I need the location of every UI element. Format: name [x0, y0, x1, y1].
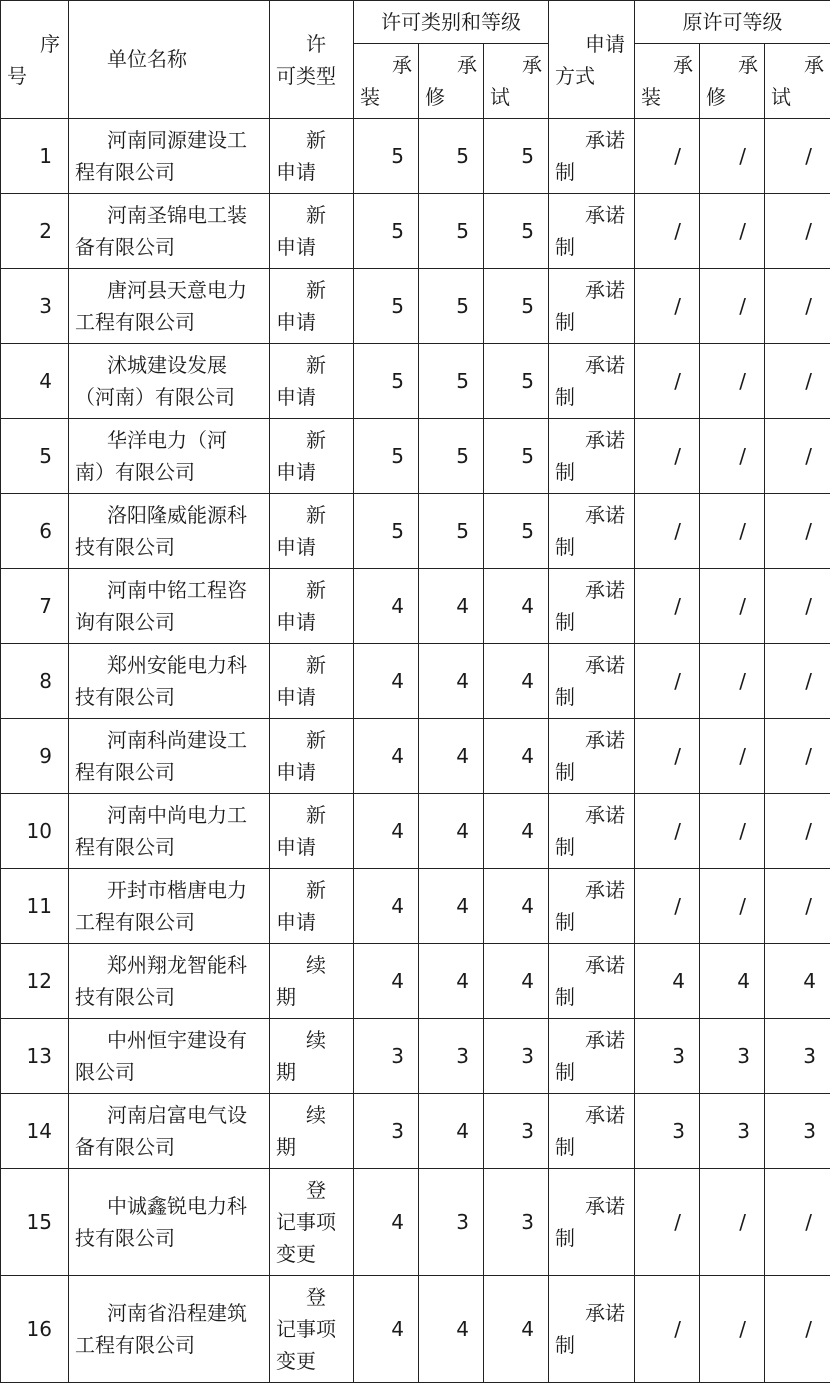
- row-test-level: 4: [484, 794, 549, 869]
- license-type-line: 申请: [276, 685, 316, 709]
- row-orig-test-level: /: [765, 569, 830, 644]
- row-unit-name: [69, 944, 270, 1019]
- row-seq: 3: [1, 269, 69, 344]
- apply-method-line2: 制: [555, 460, 575, 484]
- license-type-line: 申请: [276, 160, 316, 184]
- row-seq: 4: [1, 344, 69, 419]
- row-seq: 5: [1, 419, 69, 494]
- row-unit-name: [69, 1094, 270, 1169]
- row-seq: 9: [1, 719, 69, 794]
- row-apply-method: [549, 794, 635, 869]
- unit-name-line2: 询有限公司: [75, 610, 175, 634]
- row-test-level: 5: [484, 494, 549, 569]
- row-repair-level: 3: [419, 1169, 484, 1276]
- row-license-type: [270, 344, 354, 419]
- header-orig-test: 承 试: [765, 44, 830, 119]
- row-orig-install-level: 3: [635, 1019, 700, 1094]
- license-type-line: 申请: [276, 535, 316, 559]
- unit-name-line2: 程有限公司: [75, 835, 175, 859]
- row-test-level: 4: [484, 569, 549, 644]
- row-unit-name: [69, 269, 270, 344]
- unit-name-line2: 程有限公司: [75, 160, 175, 184]
- row-test-level: 5: [484, 269, 549, 344]
- row-unit-name: [69, 1169, 270, 1276]
- apply-method-line1: 承诺: [585, 203, 625, 227]
- row-orig-repair-level: /: [700, 719, 765, 794]
- unit-name-line2: 技有限公司: [75, 685, 175, 709]
- row-orig-repair-level: /: [700, 119, 765, 194]
- license-type-line: 申请: [276, 910, 316, 934]
- row-orig-repair-level: /: [700, 194, 765, 269]
- row-orig-install-level: 3: [635, 1094, 700, 1169]
- row-orig-install-level: /: [635, 1169, 700, 1276]
- unit-name-line1: 中诚鑫锐电力科: [107, 1194, 247, 1218]
- apply-method-line2: 制: [555, 1060, 575, 1084]
- row-seq: 10: [1, 794, 69, 869]
- row-orig-install-level: /: [635, 719, 700, 794]
- unit-name-line2: 工程有限公司: [75, 1333, 195, 1357]
- table-row: [1, 869, 830, 944]
- header-apply-method: 申请 方式: [549, 1, 635, 119]
- row-orig-install-level: /: [635, 869, 700, 944]
- apply-method-line1: 承诺: [585, 953, 625, 977]
- row-orig-install-level: /: [635, 644, 700, 719]
- table-row: [1, 269, 830, 344]
- row-orig-test-level: 4: [765, 944, 830, 1019]
- table-row: [1, 644, 830, 719]
- unit-name-line2: 技有限公司: [75, 985, 175, 1009]
- row-test-level: 3: [484, 1094, 549, 1169]
- row-install-level: 5: [354, 269, 419, 344]
- row-orig-repair-level: /: [700, 869, 765, 944]
- license-type-line: 记事项: [276, 1210, 336, 1234]
- unit-name-line2: 技有限公司: [75, 1226, 175, 1250]
- row-orig-repair-level: /: [700, 1169, 765, 1276]
- row-license-type: [270, 1276, 354, 1383]
- apply-method-line1: 承诺: [585, 803, 625, 827]
- row-repair-level: 5: [419, 494, 484, 569]
- row-unit-name: [69, 194, 270, 269]
- license-type-line: 新: [306, 503, 326, 527]
- unit-name-line2: 工程有限公司: [75, 910, 195, 934]
- row-install-level: 3: [354, 1094, 419, 1169]
- row-seq: 12: [1, 944, 69, 1019]
- row-orig-repair-level: /: [700, 569, 765, 644]
- row-test-level: 5: [484, 344, 549, 419]
- header-test: 承 试: [484, 44, 549, 119]
- table-row: [1, 119, 830, 194]
- row-unit-name: [69, 494, 270, 569]
- apply-method-line2: 制: [555, 160, 575, 184]
- license-type-line: 申请: [276, 385, 316, 409]
- row-license-type: [270, 794, 354, 869]
- row-orig-repair-level: /: [700, 494, 765, 569]
- row-orig-install-level: /: [635, 794, 700, 869]
- row-license-type: [270, 1169, 354, 1276]
- apply-method-line2: 制: [555, 1135, 575, 1159]
- row-license-type: [270, 119, 354, 194]
- row-seq: 16: [1, 1276, 69, 1383]
- license-type-line: 期: [276, 1060, 296, 1084]
- row-orig-test-level: /: [765, 494, 830, 569]
- row-unit-name: [69, 719, 270, 794]
- unit-name-line1: 河南省沿程建筑: [107, 1301, 247, 1325]
- unit-name-line2: 南）有限公司: [75, 460, 195, 484]
- header-license-type: 许 可类型: [270, 1, 354, 119]
- unit-name-line1: 河南启富电气设: [107, 1103, 247, 1127]
- row-license-type: [270, 494, 354, 569]
- row-license-type: [270, 269, 354, 344]
- row-unit-name: [69, 119, 270, 194]
- license-type-line: 登: [306, 1178, 326, 1202]
- row-seq: 7: [1, 569, 69, 644]
- apply-method-line1: 承诺: [585, 278, 625, 302]
- row-orig-install-level: /: [635, 119, 700, 194]
- row-unit-name: [69, 1276, 270, 1383]
- license-type-line: 申请: [276, 460, 316, 484]
- row-orig-repair-level: 3: [700, 1019, 765, 1094]
- header-original-level: 原许可等级: [635, 1, 830, 44]
- unit-name-line2: 备有限公司: [75, 235, 175, 259]
- unit-name-line2: 程有限公司: [75, 760, 175, 784]
- row-orig-install-level: /: [635, 569, 700, 644]
- row-apply-method: [549, 869, 635, 944]
- header-orig-install: 承 装: [635, 44, 700, 119]
- row-orig-test-level: /: [765, 344, 830, 419]
- row-apply-method: [549, 119, 635, 194]
- row-repair-level: 4: [419, 1276, 484, 1383]
- apply-method-line2: 制: [555, 760, 575, 784]
- row-repair-level: 4: [419, 1094, 484, 1169]
- row-test-level: 5: [484, 119, 549, 194]
- row-seq: 11: [1, 869, 69, 944]
- unit-name-line1: 中州恒宇建设有: [107, 1028, 247, 1052]
- row-install-level: 4: [354, 944, 419, 1019]
- row-orig-repair-level: /: [700, 269, 765, 344]
- table-row: [1, 344, 830, 419]
- row-orig-install-level: 4: [635, 944, 700, 1019]
- row-repair-level: 5: [419, 344, 484, 419]
- row-test-level: 4: [484, 1276, 549, 1383]
- row-orig-repair-level: /: [700, 344, 765, 419]
- license-type-line: 变更: [276, 1349, 316, 1373]
- row-install-level: 4: [354, 869, 419, 944]
- apply-method-line1: 承诺: [585, 503, 625, 527]
- row-apply-method: [549, 1019, 635, 1094]
- unit-name-line1: 河南中铭工程咨: [107, 578, 247, 602]
- apply-method-line2: 制: [555, 910, 575, 934]
- license-type-line: 新: [306, 128, 326, 152]
- license-type-line: 新: [306, 203, 326, 227]
- row-install-level: 3: [354, 1019, 419, 1094]
- table-row: [1, 1169, 830, 1276]
- row-license-type: [270, 719, 354, 794]
- row-license-type: [270, 944, 354, 1019]
- unit-name-line1: 河南科尚建设工: [107, 728, 247, 752]
- row-orig-repair-level: /: [700, 419, 765, 494]
- row-orig-install-level: /: [635, 194, 700, 269]
- table-body: [1, 119, 830, 1383]
- license-type-line: 申请: [276, 235, 316, 259]
- apply-method-line1: 承诺: [585, 1301, 625, 1325]
- header-unit-name: 单位名称: [69, 1, 270, 119]
- row-orig-repair-level: 4: [700, 944, 765, 1019]
- row-unit-name: [69, 344, 270, 419]
- row-orig-test-level: 3: [765, 1094, 830, 1169]
- apply-method-line2: 制: [555, 235, 575, 259]
- row-apply-method: [549, 569, 635, 644]
- header-row-1: [1, 1, 830, 44]
- row-apply-method: [549, 1276, 635, 1383]
- apply-method-line2: 制: [555, 985, 575, 1009]
- apply-method-line1: 承诺: [585, 728, 625, 752]
- row-test-level: 4: [484, 644, 549, 719]
- row-orig-repair-level: /: [700, 794, 765, 869]
- table-row: [1, 569, 830, 644]
- unit-name-line1: 河南同源建设工: [107, 128, 247, 152]
- apply-method-line1: 承诺: [585, 353, 625, 377]
- apply-method-line1: 承诺: [585, 1194, 625, 1218]
- row-apply-method: [549, 419, 635, 494]
- header-license-category: 许可类别和等级: [354, 1, 549, 44]
- row-apply-method: [549, 494, 635, 569]
- row-orig-test-level: /: [765, 1276, 830, 1383]
- row-orig-test-level: /: [765, 119, 830, 194]
- license-type-line: 记事项: [276, 1317, 336, 1341]
- table-row: [1, 1276, 830, 1383]
- license-type-line: 新: [306, 803, 326, 827]
- license-type-line: 新: [306, 428, 326, 452]
- row-orig-repair-level: /: [700, 1276, 765, 1383]
- license-type-line: 期: [276, 985, 296, 1009]
- table-row: [1, 1019, 830, 1094]
- table-row: [1, 944, 830, 1019]
- row-install-level: 4: [354, 569, 419, 644]
- row-seq: 14: [1, 1094, 69, 1169]
- apply-method-line2: 制: [555, 385, 575, 409]
- row-orig-repair-level: 3: [700, 1094, 765, 1169]
- row-orig-install-level: /: [635, 494, 700, 569]
- license-type-line: 新: [306, 278, 326, 302]
- row-install-level: 5: [354, 194, 419, 269]
- row-repair-level: 4: [419, 569, 484, 644]
- row-seq: 8: [1, 644, 69, 719]
- row-unit-name: [69, 794, 270, 869]
- license-type-line: 续: [306, 953, 326, 977]
- row-license-type: [270, 1094, 354, 1169]
- row-license-type: [270, 1019, 354, 1094]
- header-install: 承 装: [354, 44, 419, 119]
- table-row: [1, 794, 830, 869]
- header-seq: 序 号: [1, 1, 69, 119]
- row-license-type: [270, 869, 354, 944]
- row-orig-test-level: /: [765, 869, 830, 944]
- row-orig-repair-level: /: [700, 644, 765, 719]
- row-repair-level: 5: [419, 419, 484, 494]
- row-unit-name: [69, 644, 270, 719]
- unit-name-line1: 郑州翔龙智能科: [107, 953, 247, 977]
- row-license-type: [270, 419, 354, 494]
- row-install-level: 4: [354, 1276, 419, 1383]
- apply-method-line2: 制: [555, 1226, 575, 1250]
- row-repair-level: 4: [419, 719, 484, 794]
- row-repair-level: 4: [419, 869, 484, 944]
- apply-method-line1: 承诺: [585, 128, 625, 152]
- license-type-line: 新: [306, 878, 326, 902]
- apply-method-line2: 制: [555, 535, 575, 559]
- row-repair-level: 4: [419, 644, 484, 719]
- unit-name-line1: 郑州安能电力科: [107, 653, 247, 677]
- row-orig-test-level: /: [765, 269, 830, 344]
- row-test-level: 5: [484, 419, 549, 494]
- unit-name-line1: 河南圣锦电工装: [107, 203, 247, 227]
- unit-name-line1: 沭城建设发展: [107, 353, 227, 377]
- row-orig-test-level: /: [765, 194, 830, 269]
- license-type-line: 新: [306, 653, 326, 677]
- row-orig-test-level: /: [765, 719, 830, 794]
- row-orig-install-level: /: [635, 269, 700, 344]
- row-orig-install-level: /: [635, 419, 700, 494]
- row-install-level: 5: [354, 494, 419, 569]
- row-test-level: 4: [484, 719, 549, 794]
- row-install-level: 4: [354, 644, 419, 719]
- license-type-line: 续: [306, 1103, 326, 1127]
- row-repair-level: 5: [419, 269, 484, 344]
- row-apply-method: [549, 644, 635, 719]
- unit-name-line1: 唐河县天意电力: [107, 278, 247, 302]
- license-type-line: 申请: [276, 760, 316, 784]
- table-row: [1, 1094, 830, 1169]
- row-apply-method: [549, 269, 635, 344]
- apply-method-line2: 制: [555, 610, 575, 634]
- row-unit-name: [69, 419, 270, 494]
- row-apply-method: [549, 194, 635, 269]
- apply-method-line2: 制: [555, 685, 575, 709]
- row-install-level: 4: [354, 719, 419, 794]
- row-license-type: [270, 194, 354, 269]
- row-install-level: 5: [354, 419, 419, 494]
- table-row: [1, 494, 830, 569]
- row-install-level: 4: [354, 1169, 419, 1276]
- row-test-level: 5: [484, 194, 549, 269]
- license-type-line: 申请: [276, 310, 316, 334]
- row-install-level: 4: [354, 794, 419, 869]
- row-install-level: 5: [354, 119, 419, 194]
- apply-method-line1: 承诺: [585, 428, 625, 452]
- row-orig-test-level: 3: [765, 1019, 830, 1094]
- row-orig-install-level: /: [635, 344, 700, 419]
- row-license-type: [270, 644, 354, 719]
- row-install-level: 5: [354, 344, 419, 419]
- row-apply-method: [549, 944, 635, 1019]
- apply-method-line1: 承诺: [585, 1103, 625, 1127]
- row-orig-test-level: /: [765, 794, 830, 869]
- header-repair: 承 修: [419, 44, 484, 119]
- table-row: [1, 419, 830, 494]
- unit-name-line2: 技有限公司: [75, 535, 175, 559]
- row-apply-method: [549, 344, 635, 419]
- apply-method-line2: 制: [555, 835, 575, 859]
- apply-method-line2: 制: [555, 1333, 575, 1357]
- row-repair-level: 5: [419, 119, 484, 194]
- row-seq: 1: [1, 119, 69, 194]
- row-repair-level: 5: [419, 194, 484, 269]
- unit-name-line1: 河南中尚电力工: [107, 803, 247, 827]
- apply-method-line1: 承诺: [585, 578, 625, 602]
- unit-name-line2: （河南）有限公司: [75, 385, 235, 409]
- table-row: [1, 719, 830, 794]
- row-repair-level: 4: [419, 944, 484, 1019]
- unit-name-line2: 备有限公司: [75, 1135, 175, 1159]
- license-type-line: 新: [306, 728, 326, 752]
- row-seq: 13: [1, 1019, 69, 1094]
- license-type-line: 登: [306, 1285, 326, 1309]
- license-type-line: 变更: [276, 1242, 316, 1266]
- license-type-line: 续: [306, 1028, 326, 1052]
- license-type-line: 申请: [276, 610, 316, 634]
- license-type-line: 申请: [276, 835, 316, 859]
- apply-method-line1: 承诺: [585, 1028, 625, 1052]
- unit-name-line1: 洛阳隆威能源科: [107, 503, 247, 527]
- unit-name-line1: 开封市楷唐电力: [107, 878, 247, 902]
- license-type-line: 新: [306, 578, 326, 602]
- apply-method-line1: 承诺: [585, 878, 625, 902]
- row-orig-test-level: /: [765, 419, 830, 494]
- row-unit-name: [69, 569, 270, 644]
- row-repair-level: 4: [419, 794, 484, 869]
- unit-name-line2: 工程有限公司: [75, 310, 195, 334]
- apply-method-line2: 制: [555, 310, 575, 334]
- row-apply-method: [549, 719, 635, 794]
- row-seq: 2: [1, 194, 69, 269]
- row-seq: 15: [1, 1169, 69, 1276]
- license-type-line: 新: [306, 353, 326, 377]
- table-row: [1, 194, 830, 269]
- license-type-line: 期: [276, 1135, 296, 1159]
- row-repair-level: 3: [419, 1019, 484, 1094]
- row-test-level: 4: [484, 944, 549, 1019]
- row-orig-test-level: /: [765, 1169, 830, 1276]
- row-test-level: 4: [484, 869, 549, 944]
- unit-name-line2: 限公司: [75, 1060, 135, 1084]
- row-test-level: 3: [484, 1169, 549, 1276]
- row-orig-test-level: /: [765, 644, 830, 719]
- row-license-type: [270, 569, 354, 644]
- unit-name-line1: 华洋电力（河: [107, 428, 227, 452]
- row-orig-install-level: /: [635, 1276, 700, 1383]
- row-apply-method: [549, 1094, 635, 1169]
- apply-method-line1: 承诺: [585, 653, 625, 677]
- row-seq: 6: [1, 494, 69, 569]
- row-unit-name: [69, 1019, 270, 1094]
- row-apply-method: [549, 1169, 635, 1276]
- row-test-level: 3: [484, 1019, 549, 1094]
- header-orig-repair: 承 修: [700, 44, 765, 119]
- row-unit-name: [69, 869, 270, 944]
